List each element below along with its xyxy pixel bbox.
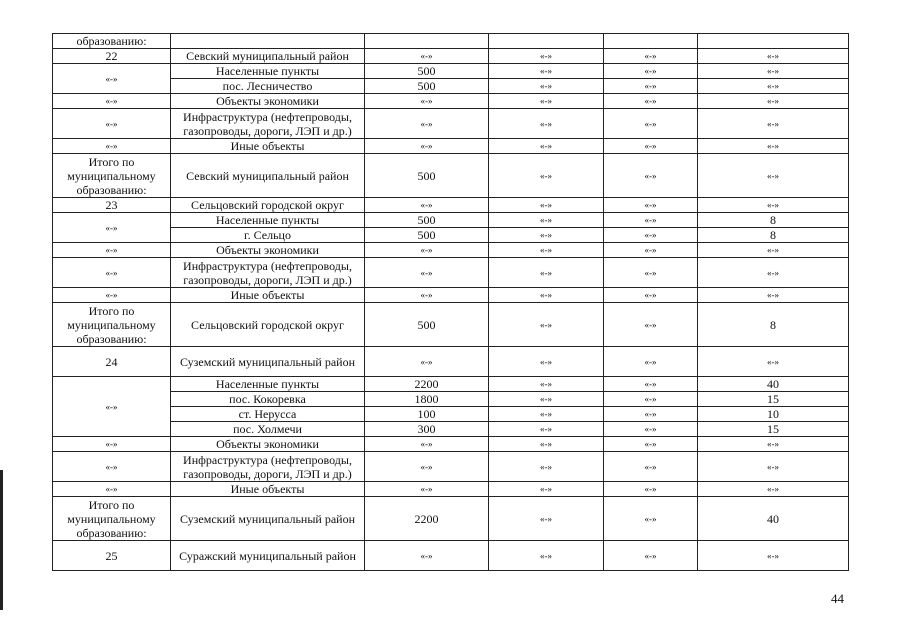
table-cell: Инфраструктура (нефтепроводы, газопроводы, дороги, ЛЭП и др.) [171,452,365,482]
table-cell: «-» [698,139,849,154]
table-cell: «-» [604,452,698,482]
table-cell: «-» [604,64,698,79]
table-cell: «-» [604,288,698,303]
table-cell: Сельцовский городской округ [171,198,365,213]
table-cell: «-» [365,437,489,452]
table-cell [604,34,698,49]
table-cell: Иные объекты [171,482,365,497]
table-cell: «-» [53,377,171,437]
table-cell: «-» [604,497,698,541]
table-cell: «-» [698,243,849,258]
table-cell: Суземский муниципальный район [171,497,365,541]
table-cell: «-» [604,109,698,139]
table-row [53,347,849,377]
table-row [53,94,849,109]
table-row [53,198,849,213]
table-cell: «-» [698,258,849,288]
table-cell: «-» [698,109,849,139]
table-cell: 24 [53,347,171,377]
scan-edge-mark [0,470,3,610]
table-cell: «-» [489,228,604,243]
table-cell: «-» [489,452,604,482]
table-cell: «-» [489,288,604,303]
table-cell [171,34,365,49]
table-cell: «-» [489,243,604,258]
table-cell: «-» [698,541,849,571]
table-cell: 22 [53,49,171,64]
table-cell: «-» [365,109,489,139]
table-cell: Инфраструктура (нефтепроводы, газопроводы, дороги, ЛЭП и др.) [171,258,365,288]
table-cell [489,34,604,49]
table-cell: 8 [698,303,849,347]
table-cell: 15 [698,392,849,407]
table-cell: Объекты экономики [171,243,365,258]
table-cell: «-» [365,49,489,64]
table-cell: «-» [53,437,171,452]
table-row [53,213,849,228]
table-cell: «-» [604,198,698,213]
table-cell: «-» [489,303,604,347]
table-cell: 10 [698,407,849,422]
table-row [53,64,849,79]
table-cell: «-» [489,497,604,541]
table-cell: Итого по муниципальному образованию: [53,303,171,347]
table-cell: «-» [365,198,489,213]
table-cell: «-» [365,258,489,288]
table-cell: Иные объекты [171,288,365,303]
table-cell: «-» [53,288,171,303]
table-cell: «-» [489,541,604,571]
table-cell: 500 [365,303,489,347]
table-cell: «-» [604,79,698,94]
table-cell: 2200 [365,377,489,392]
table-cell: «-» [365,94,489,109]
table-cell: «-» [604,228,698,243]
table-row [53,288,849,303]
table-cell [365,34,489,49]
table-cell: «-» [604,154,698,198]
table-cell: 100 [365,407,489,422]
table-cell: «-» [489,422,604,437]
table-cell: «-» [604,407,698,422]
table-cell: «-» [365,347,489,377]
table-cell: Иные объекты [171,139,365,154]
table-row [53,34,849,49]
table-cell: 500 [365,213,489,228]
table-row [53,377,849,392]
table-cell: «-» [365,288,489,303]
table-cell: Итого по муниципальному образованию: [53,497,171,541]
table-row [53,79,849,94]
table-cell: «-» [604,94,698,109]
table-cell: «-» [698,452,849,482]
table-cell: «-» [53,243,171,258]
table-cell: Суражский муниципальный район [171,541,365,571]
table-cell: «-» [53,64,171,94]
table-cell: 8 [698,213,849,228]
table-cell: 15 [698,422,849,437]
table-cell: «-» [604,303,698,347]
table-cell: «-» [53,258,171,288]
table-cell: «-» [53,139,171,154]
table-cell: «-» [604,422,698,437]
table-cell: пос. Лесничество [171,79,365,94]
table-cell: Суземский муниципальный район [171,347,365,377]
table-cell: Населенные пункты [171,377,365,392]
table-cell: «-» [698,154,849,198]
table-cell: 8 [698,228,849,243]
table-cell: «-» [698,49,849,64]
table-cell: 500 [365,228,489,243]
table-cell: «-» [604,377,698,392]
table-cell: «-» [489,213,604,228]
table-cell: «-» [365,139,489,154]
table-cell: «-» [489,94,604,109]
table-cell: Населенные пункты [171,64,365,79]
table-cell: «-» [698,79,849,94]
table-row [53,452,849,482]
table-cell: «-» [604,437,698,452]
table-cell: «-» [489,109,604,139]
table-cell: «-» [489,198,604,213]
table-cell: «-» [365,243,489,258]
table-cell: Итого по муниципальному образованию: [53,154,171,198]
table-cell: «-» [604,49,698,64]
table-cell: «-» [365,482,489,497]
table-row [53,303,849,347]
table-cell: 40 [698,497,849,541]
table-cell: пос. Холмечи [171,422,365,437]
table-row [53,392,849,407]
table-cell: «-» [365,452,489,482]
table-cell: «-» [53,482,171,497]
table-cell: «-» [604,347,698,377]
table-row [53,154,849,198]
table-cell: «-» [489,79,604,94]
table-cell: «-» [365,541,489,571]
table-cell: Севский муниципальный район [171,154,365,198]
table-cell: «-» [53,452,171,482]
table-row [53,258,849,288]
table-cell: «-» [489,392,604,407]
table-cell: «-» [489,258,604,288]
table-cell: «-» [53,213,171,243]
table-cell: 1800 [365,392,489,407]
table-row [53,407,849,422]
table-cell: Сельцовский городской округ [171,303,365,347]
table-cell: «-» [698,347,849,377]
table-cell: 2200 [365,497,489,541]
table-cell: «-» [604,243,698,258]
table-row [53,541,849,571]
table-cell: «-» [604,392,698,407]
table-cell: «-» [698,198,849,213]
table-cell: 500 [365,79,489,94]
table-row [53,49,849,64]
table-cell: «-» [53,109,171,139]
table-cell: Объекты экономики [171,94,365,109]
table-cell: пос. Кокоревка [171,392,365,407]
table-cell: 25 [53,541,171,571]
table-cell: ст. Нерусса [171,407,365,422]
table-cell: «-» [698,94,849,109]
table-cell: г. Сельцо [171,228,365,243]
table-row [53,109,849,139]
table-cell: «-» [489,437,604,452]
table-cell: 500 [365,154,489,198]
table-row [53,422,849,437]
table-cell: «-» [698,288,849,303]
table-cell: «-» [604,541,698,571]
table-cell: 500 [365,64,489,79]
table-row [53,482,849,497]
table-cell: Населенные пункты [171,213,365,228]
table-row [53,497,849,541]
table-cell: 300 [365,422,489,437]
table-cell: «-» [489,347,604,377]
table-cell: «-» [604,258,698,288]
table-cell: Объекты экономики [171,437,365,452]
table-cell: «-» [698,64,849,79]
table-row [53,139,849,154]
table-cell: «-» [604,213,698,228]
table-cell [698,34,849,49]
data-table [52,33,849,571]
table-cell: «-» [489,377,604,392]
table-cell: «-» [489,49,604,64]
table-row [53,228,849,243]
table-cell: «-» [489,154,604,198]
table-cell: образованию: [53,34,171,49]
table-cell: «-» [698,437,849,452]
table-cell: «-» [489,64,604,79]
table-cell: «-» [489,407,604,422]
table-row [53,437,849,452]
table-cell: 23 [53,198,171,213]
table-cell: «-» [53,94,171,109]
table-cell: «-» [604,482,698,497]
table-cell: «-» [698,482,849,497]
table-cell: «-» [604,139,698,154]
table-cell: 40 [698,377,849,392]
table-cell: Инфраструктура (нефтепроводы, газопроводы, дороги, ЛЭП и др.) [171,109,365,139]
table-row [53,243,849,258]
table-cell: Севский муниципальный район [171,49,365,64]
table-cell: «-» [489,139,604,154]
page-number: 44 [831,591,844,606]
table-cell: «-» [489,482,604,497]
